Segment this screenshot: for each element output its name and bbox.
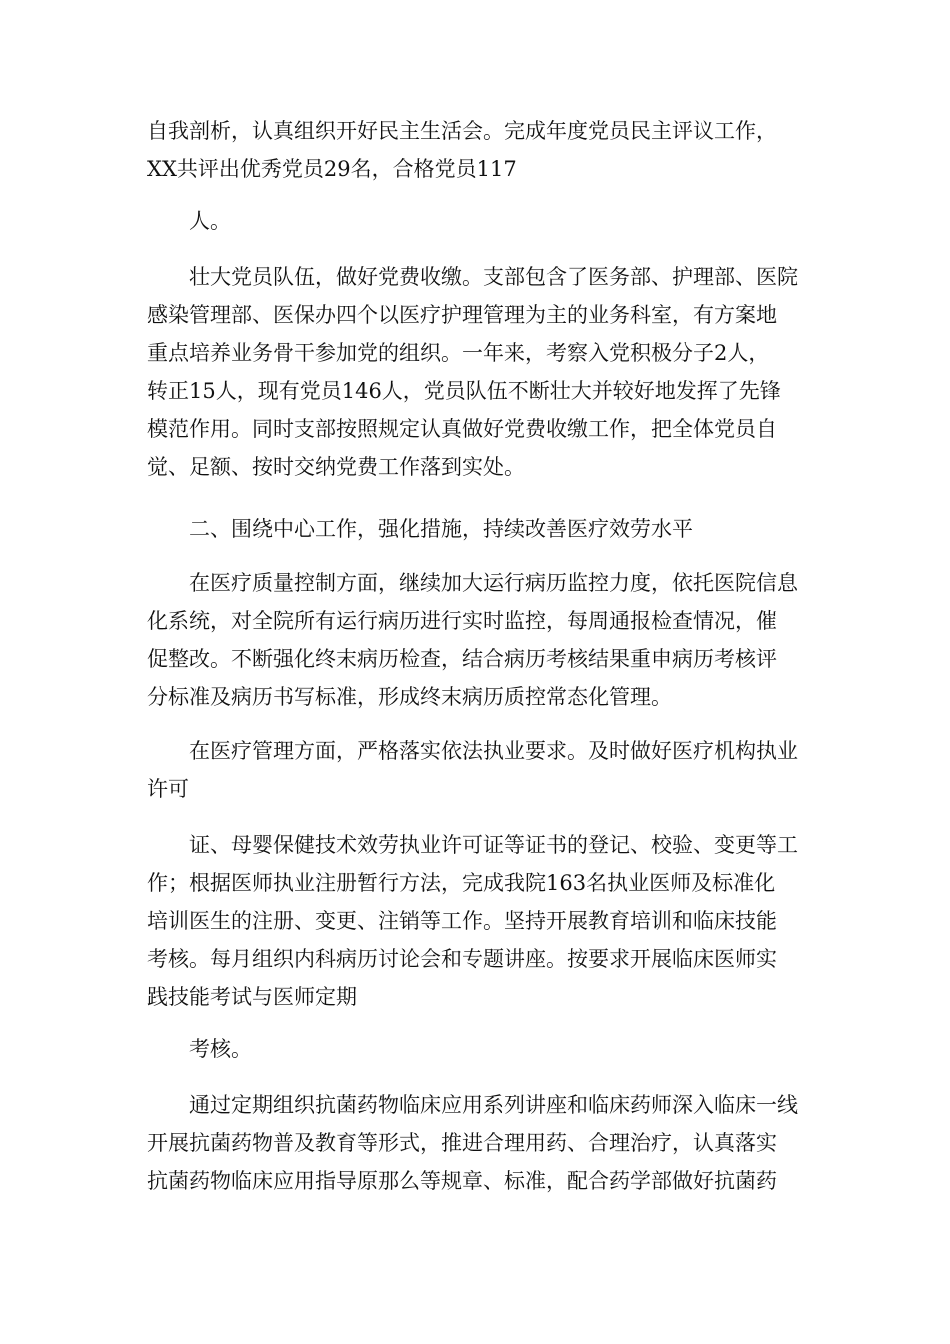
paragraph-quality-control: 在医疗质量控制方面，继续加大运行病历监控力度，依托医院信息 化系统，对全院所有运行病历进行实时监控，每周通报检查情况，催 促整改。不断强化终末病历检查，结合病历考核结果重申病历考核评 分标准及病历书写标准，形成终末病历质控常态化管理。 <box>147 571 798 709</box>
paragraph-people: 人。 <box>147 209 231 233</box>
section-heading-two: 二、围绕中心工作，强化措施，持续改善医疗效劳水平 <box>147 517 693 541</box>
paragraph-antibiotics: 通过定期组织抗菌药物临床应用系列讲座和临床药师深入临床一线 开展抗菌药物普及教育等形式，推进合理用药、合理治疗，认真落实 抗菌药物临床应用指导原那么等规章、标准，配合药学部做好抗菌药 <box>147 1093 798 1193</box>
paragraph-licenses: 证、母婴保健技术效劳执业许可证等证书的登记、校验、变更等工 作；根据医师执业注册暂行方法，完成我院163名执业医师及标准化 培训医生的注册、变更、注销等工作。坚持开展教育培训和临床技能 考核。每月组织内科病历讨论会和专题讲座。按要求开展临床医师实 践技能考试与医师定期 <box>147 833 798 1009</box>
paragraph-self-analysis: 自我剖析，认真组织开好民主生活会。完成年度党员民主评议工作， XX共评出优秀党员29名，合格党员117 <box>147 119 777 181</box>
paragraph-assessment: 考核。 <box>147 1037 252 1061</box>
paragraph-medical-management: 在医疗管理方面，严格落实依法执业要求。及时做好医疗机构执业 许可 <box>147 739 798 801</box>
paragraph-party-members: 壮大党员队伍，做好党费收缴。支部包含了医务部、护理部、医院 感染管理部、医保办四个以医疗护理管理为主的业务科室，有方案地 重点培养业务骨干参加党的组织。一年来，考察入党积极分子2人， 转正15人，现有党员146人，党员队伍不断壮大并较好地发挥了先锋 模范作用。同时支部按照规定认真做好党费收缴工作，把全体党员自 觉、足额、按时交纳党费工作落到实处。 <box>147 265 798 479</box>
